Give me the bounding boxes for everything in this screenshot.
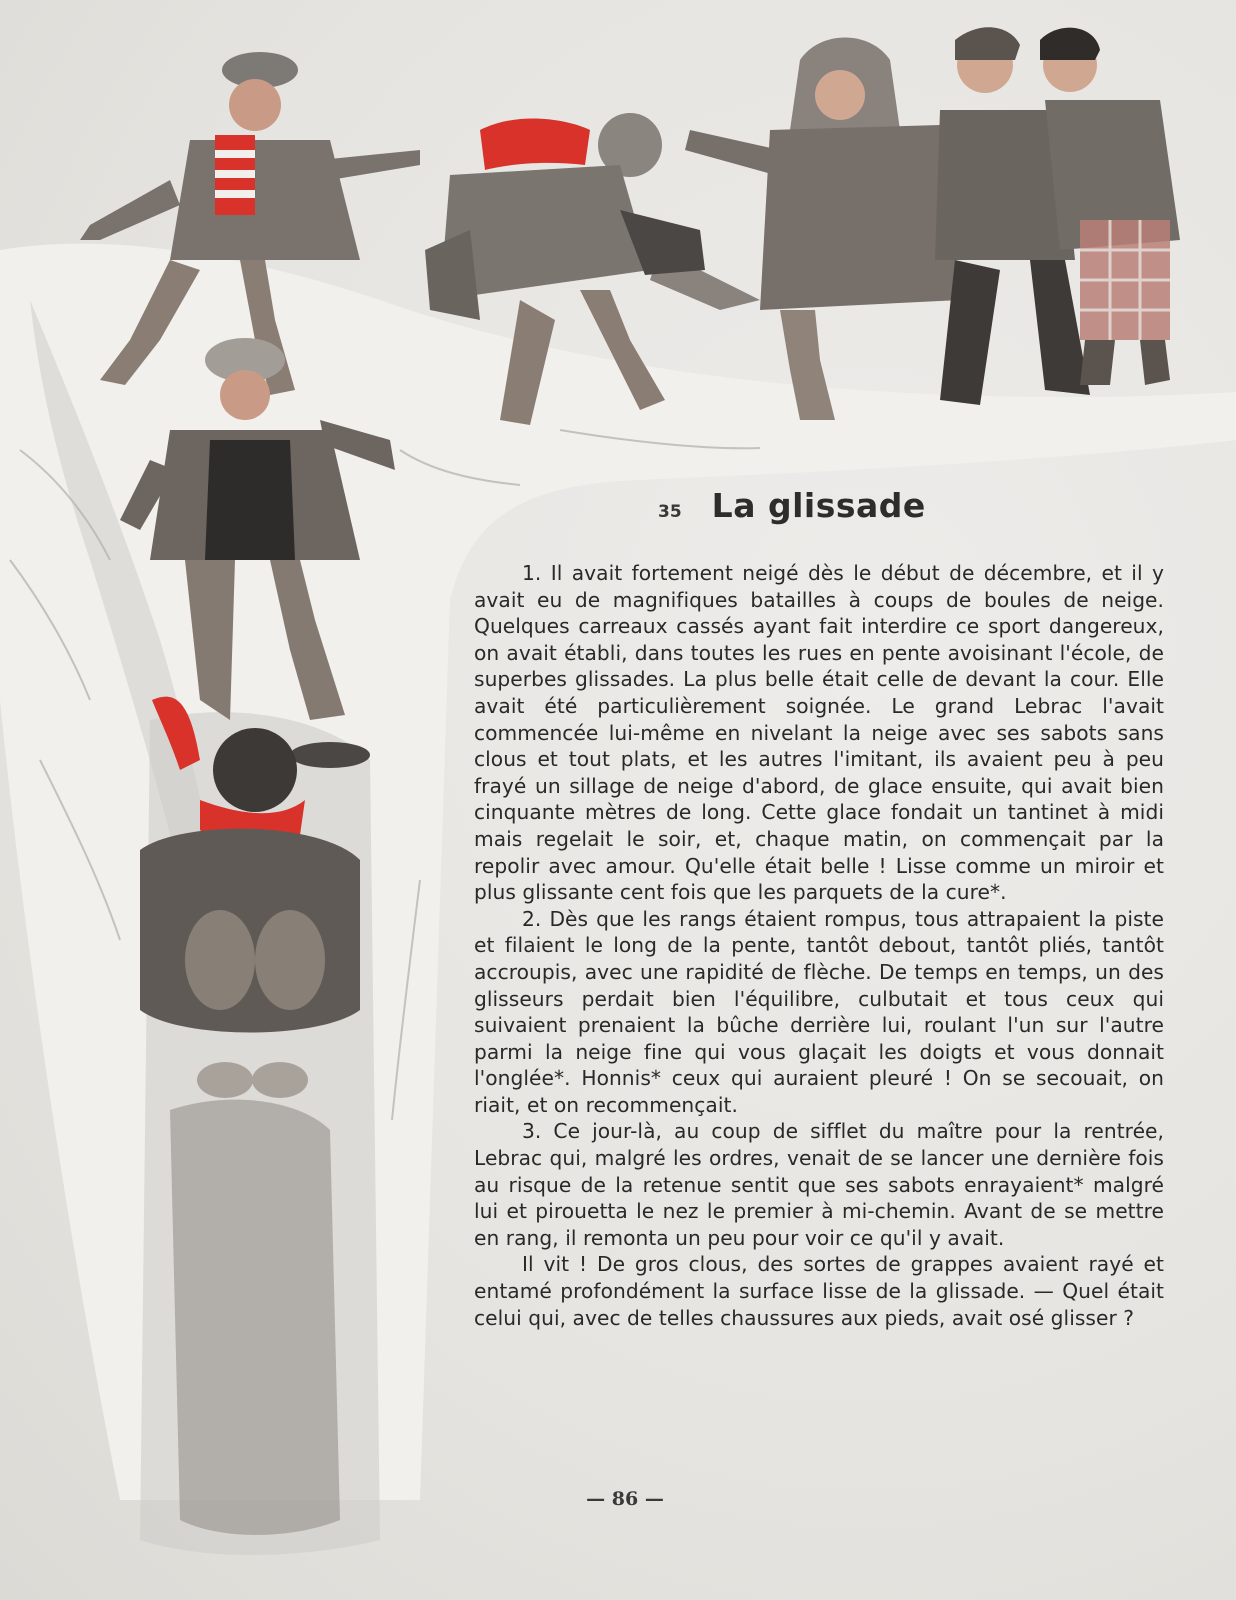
paragraph-3: 3. Ce jour-là, au coup de sifflet du maître pour la rentrée, Lebrac qui, malgré les ordres, venait de se lancer une dernière fois au risque de la retenue sentit que ses sabots enrayaient* malgré lui et pirouetta le nez le premier à mi-chemin. Avant de se mettre en rang, il remonta un peu pour voir ce qu'il y avait. <box>474 1119 1164 1250</box>
body-text <box>474 560 1164 1331</box>
page-number: — 86 — <box>586 1488 664 1510</box>
boys-right-group <box>935 27 1180 405</box>
chapter-number: 35 <box>658 502 682 522</box>
girl-with-headscarf <box>620 38 960 421</box>
chapter-heading <box>658 486 1178 536</box>
paragraph-4: Il vit ! De gros clous, des sortes de grappes avaient rayé et entamé profondément la surface lisse de la glissade. — Quel était celui qui, avec de telles chaussures aux pieds, avait osé glisser ? <box>474 1252 1164 1330</box>
ice-reflection <box>170 1100 340 1535</box>
chapter-title: La glissade <box>711 486 926 525</box>
paragraph-2: 2. Dès que les rangs étaient rompus, tous attrapaient la piste et filaient le long de la pente, tantôt debout, tantôt pliés, tantôt accroupis, avec une rapidité de flèche. De temps en temps, un des glisseurs perdait bien l'équilibre, culbutait et tous ceux qui suivaient prenaient la bûche derrière lui, roulant l'un sur l'autre parmi la neige fine qui vous glaçait les doigts et vous donnait l'onglée*. Honnis* ceux qui auraient pleuré ! On se secouait, on riait, et on recommençait. <box>474 906 1164 1117</box>
paragraph-1: 1. Il avait fortement neigé dès le début de décembre, et il y avait eu de magnifiques batailles à coups de boules de neige. Quelques carreaux cassés ayant fait interdire ce sport dangereux, on avait établi, dans toutes les rues en pente avoisinant l'école, de superbes glissades. La plus belle était celle de devant la cour. Elle avait été particulièrement soignée. Le grand Lebrac l'avait commencée lui-même en nivelant la neige avec ses sabots sans clous et tout plats, et les autres l'imitant, ils avaient peu à peu frayé un sillage de neige d'abord, de glace ensuite, qui avait bien cinquante mètres de long. Cette glace fondait un tantinet à midi mais regelait le soir, et, chaque matin, on commençait par la repolir avec amour. Qu'elle était belle ! Lisse comme un miroir et plus glissante cent fois que les parquets de la cure*. <box>474 561 1164 905</box>
